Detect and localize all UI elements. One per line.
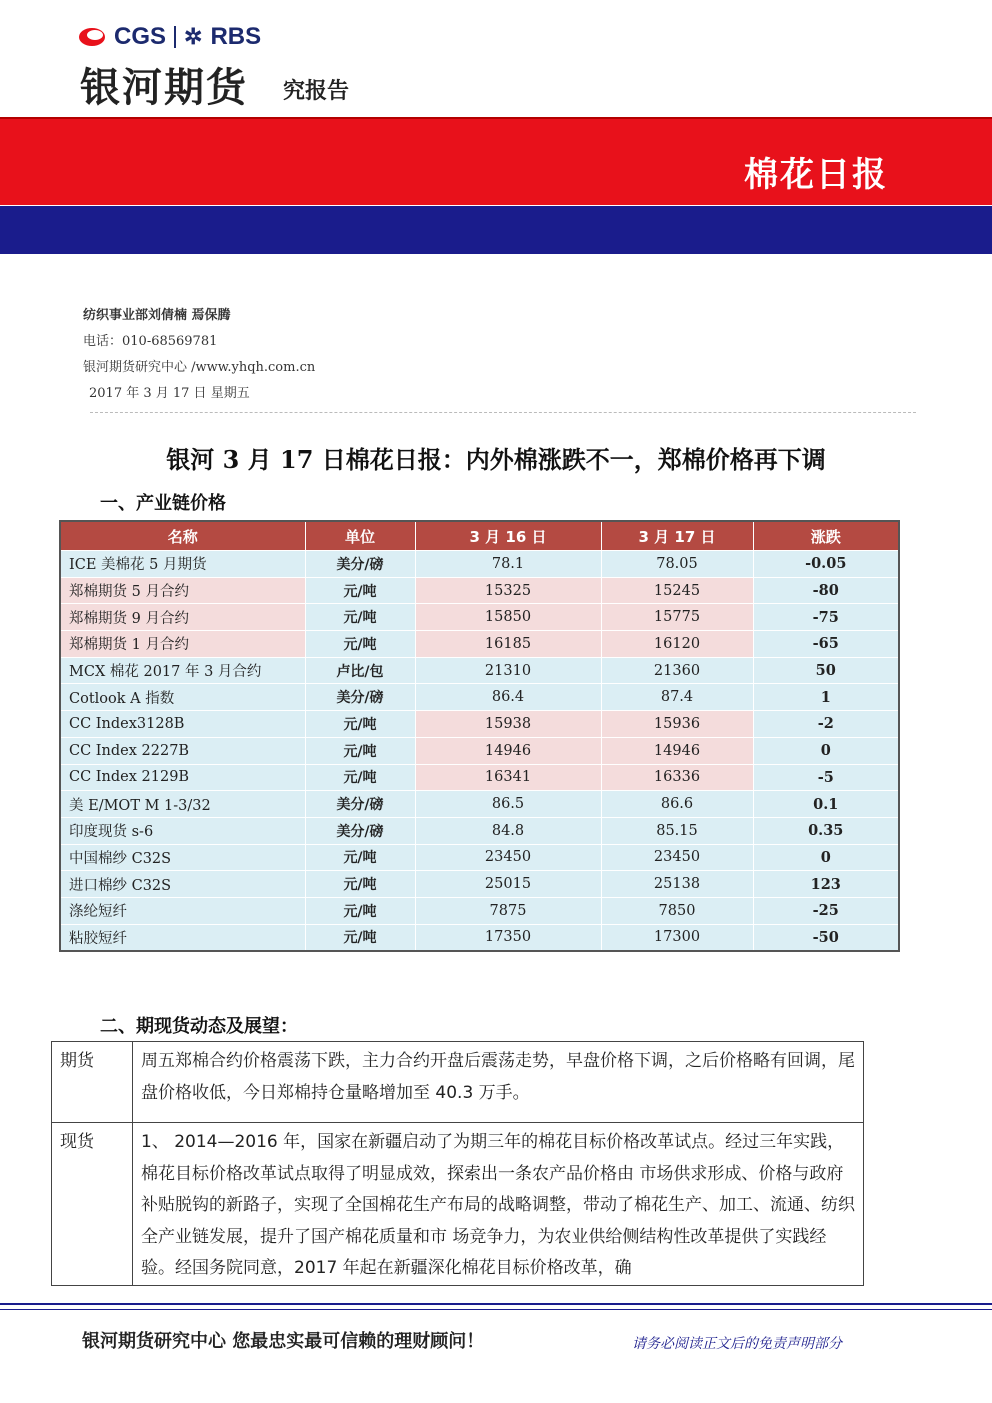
cell-mar16: 78.1 <box>415 551 601 578</box>
price-table <box>59 520 900 952</box>
cell-name: ICE 美棉花 5 月期货 <box>60 551 305 578</box>
cell-change: 0.35 <box>753 817 899 844</box>
cell-unit: 元/吨 <box>305 604 415 631</box>
table-row <box>60 924 899 951</box>
author-line: 纺织事业部刘倩楠 焉保腾 <box>83 308 231 323</box>
cell-mar17: 16336 <box>601 764 753 791</box>
cell-mar17: 7850 <box>601 897 753 924</box>
cell-mar17: 86.6 <box>601 791 753 818</box>
cell-mar17: 21360 <box>601 657 753 684</box>
cell-mar17: 16120 <box>601 631 753 658</box>
cell-mar17: 15936 <box>601 711 753 738</box>
company-name: 银河期货 <box>80 65 248 111</box>
cell-change: -0.05 <box>753 551 899 578</box>
footer-divider <box>0 1303 992 1305</box>
cell-mar16: 86.4 <box>415 684 601 711</box>
header-blue-band <box>0 206 992 254</box>
cell-mar16: 15850 <box>415 604 601 631</box>
cell-name: 粘胶短纤 <box>60 924 305 951</box>
futures-text: 周五郑棉合约价格震荡下跌，主力合约开盘后震荡走势，早盘价格下调，之后价格略有回调，尾盘价格收低，今日郑棉持仓量略增加至 40.3 万手。 <box>133 1042 864 1123</box>
cell-mar16: 16185 <box>415 631 601 658</box>
cell-mar17: 15245 <box>601 577 753 604</box>
logo-separator <box>174 26 176 48</box>
cell-mar16: 84.8 <box>415 817 601 844</box>
divider <box>90 412 916 413</box>
report-type: 究报告 <box>283 79 350 104</box>
cell-name: 美 E/MOT M 1-3/32 <box>60 791 305 818</box>
cell-unit: 元/吨 <box>305 737 415 764</box>
cell-mar17: 25138 <box>601 871 753 898</box>
footer-divider <box>0 1309 992 1310</box>
cell-change: -65 <box>753 631 899 658</box>
table-row <box>60 897 899 924</box>
table-row <box>60 577 899 604</box>
cell-mar17: 85.15 <box>601 817 753 844</box>
section-heading-outlook: 二、期现货动态及展望： <box>100 1016 298 1037</box>
cell-mar17: 23450 <box>601 844 753 871</box>
table-row <box>60 551 899 578</box>
document-title: 银河 3 月 17 日棉花日报：内外棉涨跌不一，郑棉价格再下调 <box>166 445 826 474</box>
cell-unit: 卢比/包 <box>305 657 415 684</box>
spot-label: 现货 <box>52 1123 133 1286</box>
cell-change: 0 <box>753 844 899 871</box>
company-logo <box>78 22 261 52</box>
column-header: 3 月 17 日 <box>601 521 753 551</box>
cell-name: 印度现货 s-6 <box>60 817 305 844</box>
cell-mar16: 21310 <box>415 657 601 684</box>
commentary-row-futures <box>52 1042 864 1123</box>
spot-text: 1、 2014—2016 年，国家在新疆启动了为期三年的棉花目标价格改革试点。经过三年实践，棉花目标价格改革试点取得了明显成效，探索出一条农产品价格由 市场供求形成、价格与政府补贴脱钩的新路子，实现了全国棉花生产布局的战略调整，带动了棉花生产、加工、流通、纺织全产业链发展，提升了国产棉花质量和市 场竞争力，为农业供给侧结构性改革提供了实践经验。经国务院同意，2017 年起在新疆深化棉花目标价格改革，确 <box>133 1123 864 1286</box>
cell-mar16: 86.5 <box>415 791 601 818</box>
cell-unit: 元/吨 <box>305 577 415 604</box>
commentary-table <box>51 1041 864 1286</box>
cell-mar17: 17300 <box>601 924 753 951</box>
cell-unit: 美分/磅 <box>305 684 415 711</box>
table-row <box>60 764 899 791</box>
cgs-swirl-icon <box>78 26 106 48</box>
cell-name: MCX 棉花 2017 年 3 月合约 <box>60 657 305 684</box>
commentary-row-spot <box>52 1123 864 1286</box>
table-row <box>60 844 899 871</box>
cell-change: 0.1 <box>753 791 899 818</box>
cell-change: 0 <box>753 737 899 764</box>
rbs-star-icon: ✲ <box>184 24 203 49</box>
cell-unit: 元/吨 <box>305 844 415 871</box>
cell-name: 郑棉期货 9 月合约 <box>60 604 305 631</box>
column-header: 名称 <box>60 521 305 551</box>
column-header: 单位 <box>305 521 415 551</box>
footer-slogan: 银河期货研究中心 您最忠实最可信赖的理财顾问！ <box>82 1331 485 1352</box>
cell-mar16: 15325 <box>415 577 601 604</box>
cell-change: -80 <box>753 577 899 604</box>
cell-unit: 美分/磅 <box>305 791 415 818</box>
cell-change: -25 <box>753 897 899 924</box>
phone-line: 电话：010-68569781 <box>83 334 218 349</box>
table-row <box>60 817 899 844</box>
cell-mar17: 14946 <box>601 737 753 764</box>
logo-rbs-text: RBS <box>210 23 262 50</box>
cell-unit: 元/吨 <box>305 924 415 951</box>
table-header-row <box>60 521 899 551</box>
table-row <box>60 684 899 711</box>
logo-cgs-text: CGS <box>114 23 167 50</box>
website-line: 银河期货研究中心 /www.yhqh.com.cn <box>83 360 316 375</box>
table-row <box>60 631 899 658</box>
cell-unit: 元/吨 <box>305 711 415 738</box>
table-row <box>60 604 899 631</box>
cell-unit: 美分/磅 <box>305 817 415 844</box>
column-header: 涨跌 <box>753 521 899 551</box>
cell-mar17: 78.05 <box>601 551 753 578</box>
date-line: 2017 年 3 月 17 日 星期五 <box>89 386 250 401</box>
table-row <box>60 711 899 738</box>
cell-change: 123 <box>753 871 899 898</box>
cell-mar16: 16341 <box>415 764 601 791</box>
cell-mar16: 14946 <box>415 737 601 764</box>
cell-unit: 元/吨 <box>305 871 415 898</box>
cell-unit: 元/吨 <box>305 897 415 924</box>
cell-unit: 美分/磅 <box>305 551 415 578</box>
cell-change: -50 <box>753 924 899 951</box>
cell-mar16: 17350 <box>415 924 601 951</box>
cell-name: 涤纶短纤 <box>60 897 305 924</box>
cell-unit: 元/吨 <box>305 631 415 658</box>
table-row <box>60 737 899 764</box>
futures-label: 期货 <box>52 1042 133 1123</box>
cell-mar16: 23450 <box>415 844 601 871</box>
table-row <box>60 657 899 684</box>
cell-name: CC Index 2227B <box>60 737 305 764</box>
cell-mar16: 7875 <box>415 897 601 924</box>
section-heading-prices: 一、产业链价格 <box>100 493 226 514</box>
cell-mar16: 25015 <box>415 871 601 898</box>
cell-name: 中国棉纱 C32S <box>60 844 305 871</box>
cell-name: 郑棉期货 1 月合约 <box>60 631 305 658</box>
cell-name: Cotlook A 指数 <box>60 684 305 711</box>
cell-name: CC Index 2129B <box>60 764 305 791</box>
cell-mar16: 15938 <box>415 711 601 738</box>
cell-change: -75 <box>753 604 899 631</box>
cell-name: 进口棉纱 C32S <box>60 871 305 898</box>
footer-disclaimer: 请务必阅读正文后的免责声明部分 <box>632 1336 842 1352</box>
cell-change: -5 <box>753 764 899 791</box>
cell-change: 1 <box>753 684 899 711</box>
cell-name: CC Index3128B <box>60 711 305 738</box>
table-row <box>60 791 899 818</box>
column-header: 3 月 16 日 <box>415 521 601 551</box>
table-row <box>60 871 899 898</box>
cell-name: 郑棉期货 5 月合约 <box>60 577 305 604</box>
cell-change: 50 <box>753 657 899 684</box>
cell-unit: 元/吨 <box>305 764 415 791</box>
report-band-title: 棉花日报 <box>744 155 888 195</box>
cell-mar17: 87.4 <box>601 684 753 711</box>
cell-mar17: 15775 <box>601 604 753 631</box>
cell-change: -2 <box>753 711 899 738</box>
